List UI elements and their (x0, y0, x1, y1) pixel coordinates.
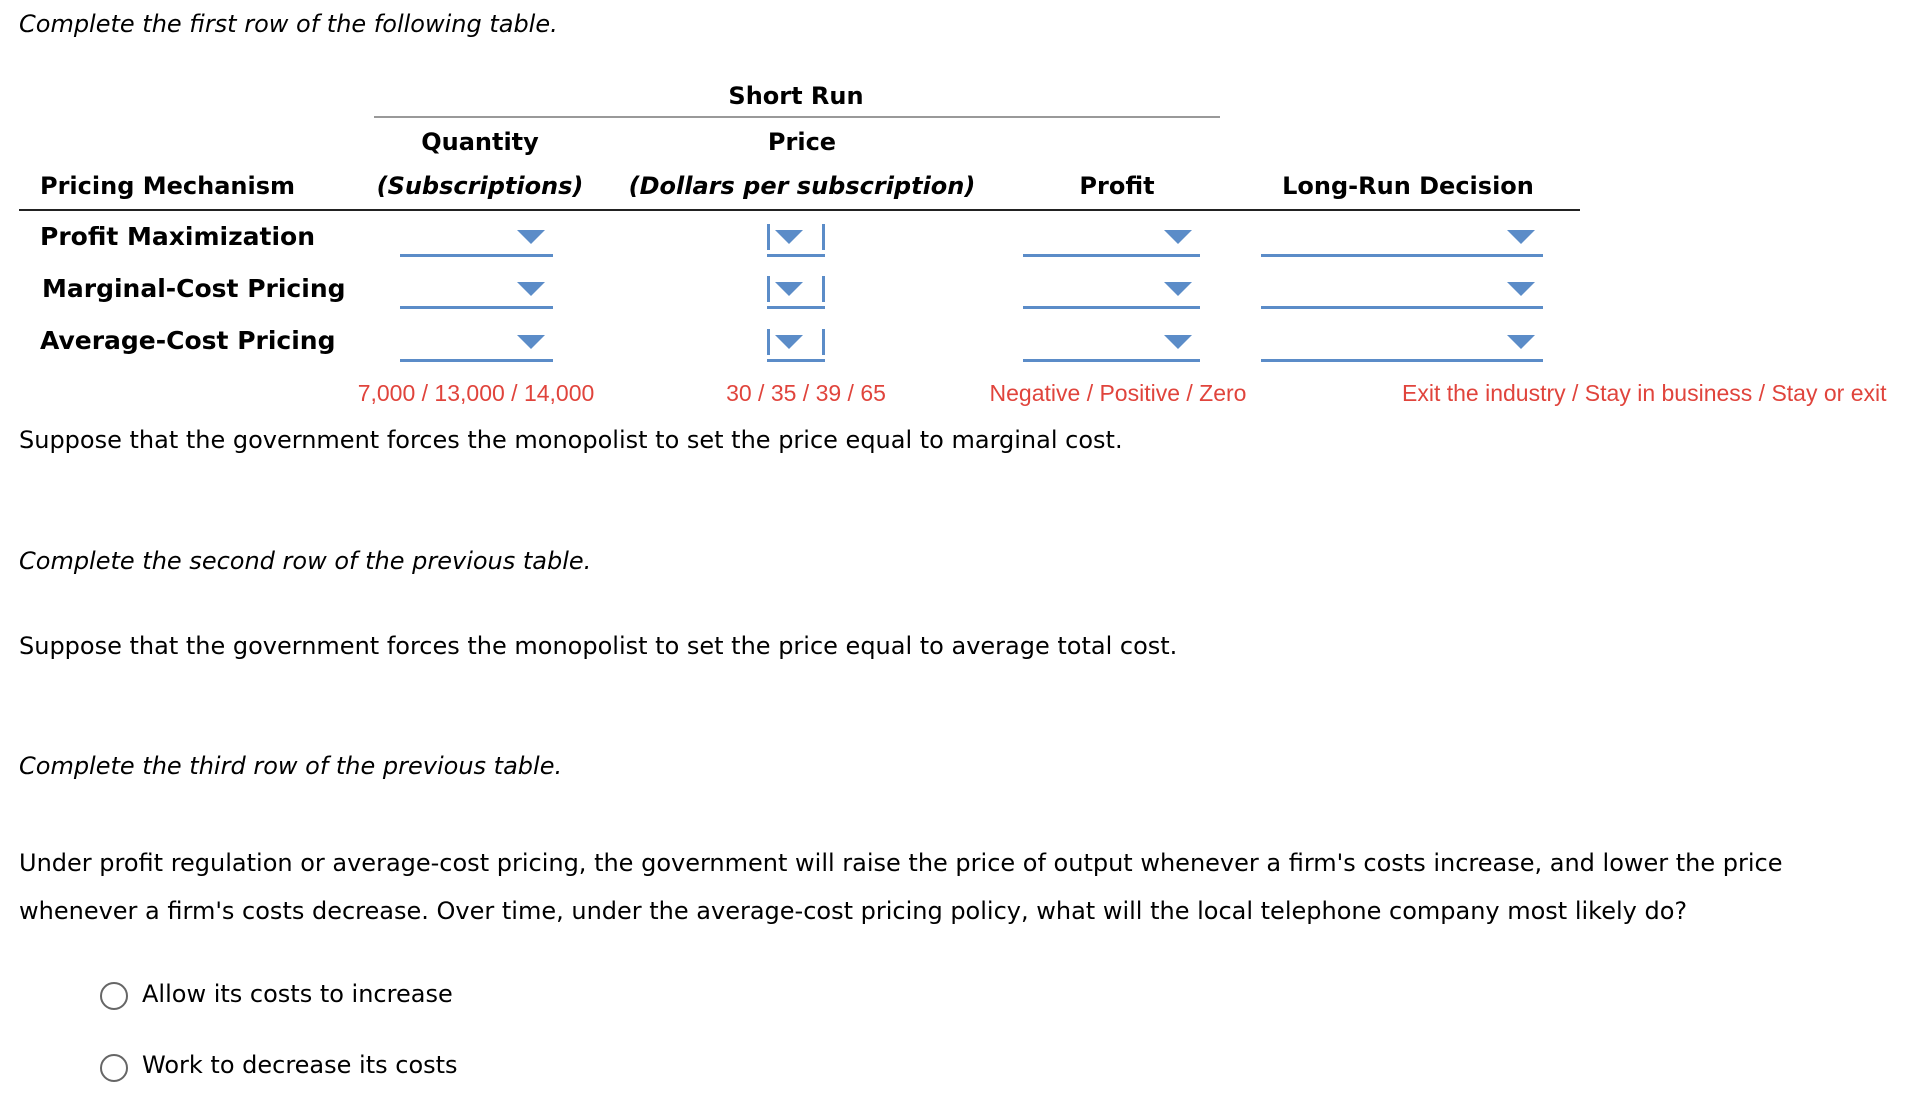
header-price: Price (767, 128, 837, 156)
price-dropdown-row1[interactable] (767, 224, 825, 257)
prompt-third-row: Complete the third row of the previous table. (19, 752, 563, 780)
header-quantity: Quantity (421, 128, 539, 156)
question-line-1: Under profit regulation or average-cost pricing, the government will raise the price of output whenever a firm's costs increase, and lower the price (19, 849, 1783, 877)
chevron-down-icon (1507, 335, 1535, 349)
decision-dropdown-row3[interactable] (1261, 329, 1543, 362)
radio-allow-costs-increase[interactable] (100, 982, 128, 1010)
price-dropdown-row3[interactable] (767, 329, 825, 362)
answer-label-allow-costs-increase[interactable]: Allow its costs to increase (142, 980, 453, 1008)
header-pricing-mechanism: Pricing Mechanism (40, 172, 295, 200)
question-line-2: whenever a firm's costs decrease. Over time, under the average-cost pricing policy, what will the local telephone company most likely do? (19, 897, 1688, 925)
row-label-profit-maximization: Profit Maximization (40, 222, 315, 251)
quantity-dropdown-row3[interactable] (400, 329, 553, 362)
header-rule (19, 209, 1580, 211)
row-label-marginal-cost-pricing: Marginal-Cost Pricing (42, 274, 346, 303)
chevron-down-icon (775, 282, 803, 296)
header-profit: Profit (1079, 172, 1155, 200)
answer-label-decrease-costs[interactable]: Work to decrease its costs (142, 1051, 458, 1079)
header-quantity-unit: (Subscriptions) (376, 172, 584, 200)
prompt-average-cost: Suppose that the government forces the monopolist to set the price equal to average total cost. (19, 632, 1178, 660)
chevron-down-icon (775, 335, 803, 349)
radio-decrease-costs[interactable] (100, 1054, 128, 1082)
header-short-run: Short Run (728, 82, 864, 110)
decision-options: Exit the industry / Stay in business / Stay or exit (1402, 380, 1887, 406)
profit-dropdown-row3[interactable] (1023, 329, 1200, 362)
row-label-average-cost-pricing: Average-Cost Pricing (40, 326, 336, 355)
chevron-down-icon (517, 230, 545, 244)
short-run-rule (374, 116, 1220, 118)
quantity-dropdown-row1[interactable] (400, 224, 553, 257)
quantity-options: 7,000 / 13,000 / 14,000 (357, 380, 595, 406)
price-dropdown-row2[interactable] (767, 276, 825, 309)
prompt-marginal-cost: Suppose that the government forces the monopolist to set the price equal to marginal cost. (19, 426, 1123, 454)
profit-options: Negative / Positive / Zero (989, 380, 1247, 406)
profit-dropdown-row2[interactable] (1023, 276, 1200, 309)
decision-dropdown-row2[interactable] (1261, 276, 1543, 309)
chevron-down-icon (517, 335, 545, 349)
quantity-dropdown-row2[interactable] (400, 276, 553, 309)
profit-dropdown-row1[interactable] (1023, 224, 1200, 257)
chevron-down-icon (775, 230, 803, 244)
header-long-run-decision: Long-Run Decision (1282, 172, 1534, 200)
chevron-down-icon (1164, 230, 1192, 244)
price-options: 30 / 35 / 39 / 65 (726, 380, 886, 406)
chevron-down-icon (517, 282, 545, 296)
chevron-down-icon (1507, 282, 1535, 296)
prompt-second-row: Complete the second row of the previous table. (19, 547, 592, 575)
decision-dropdown-row1[interactable] (1261, 224, 1543, 257)
chevron-down-icon (1164, 335, 1192, 349)
chevron-down-icon (1164, 282, 1192, 296)
prompt-first-row: Complete the first row of the following table. (19, 10, 558, 38)
header-price-unit: (Dollars per subscription) (628, 172, 976, 200)
chevron-down-icon (1507, 230, 1535, 244)
